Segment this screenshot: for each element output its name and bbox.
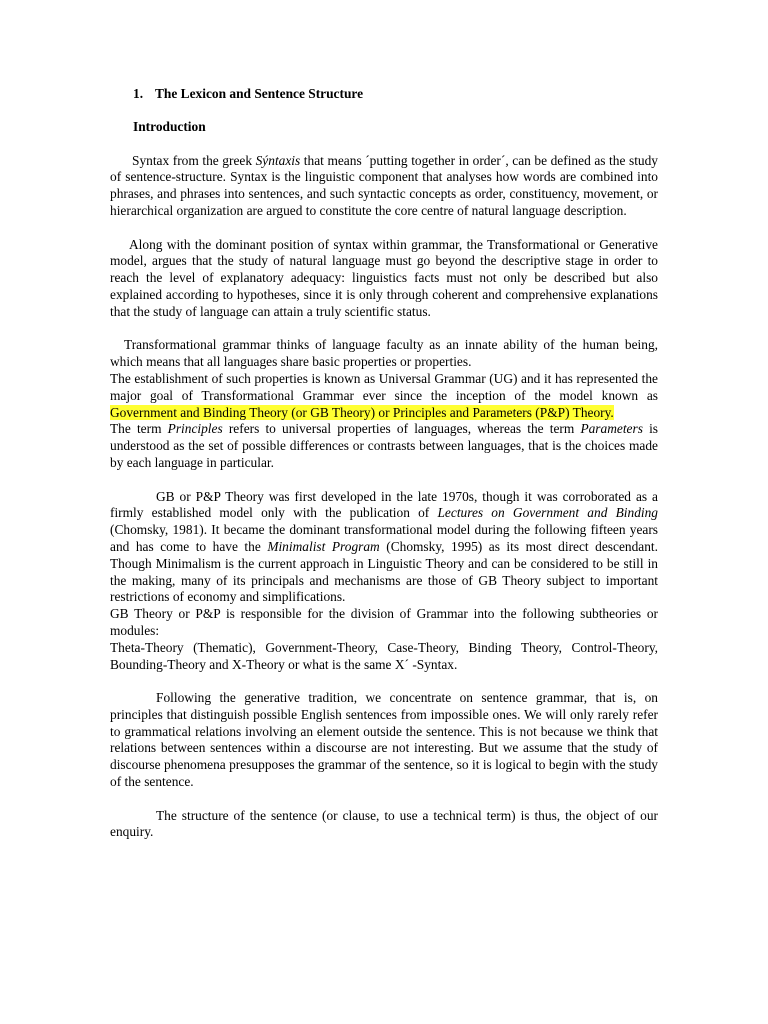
paragraph-text: The term xyxy=(110,421,168,437)
paragraph-universal-grammar xyxy=(110,371,658,421)
paragraph-gb-theory-history xyxy=(110,489,658,607)
section-heading xyxy=(110,86,658,103)
paragraph-text: (Chomsky, 1981). It became the dominant transformational model during the following fifteen years and has come to have the xyxy=(110,522,658,554)
italic-title: Minimalist Program xyxy=(267,538,380,554)
section-title: The Lexicon and Sentence Structure xyxy=(155,86,364,101)
paragraph-text: (Chomsky, 1995) as its most direct descendant. Though Minimalism is the current approach in Linguistic Theory and can be considered to be still in the making, many of its principals and mechanisms are those of GB Theory subject to important restrictions of economy and simplifications. xyxy=(110,538,658,605)
paragraph-transformational-grammar: Transformational grammar thinks of language faculty as an innate ability of the human being, which means that all languages share basic properties or properties. xyxy=(110,337,658,370)
paragraph-text: GB or P&P Theory was first developed in the late 1970s, though it was corroborated as a firmly established model only with the publication of xyxy=(110,488,658,521)
paragraph-text: The establishment of such properties is known as Universal Grammar (UG) and it has represented the major goal of Transformational Grammar ever since the inception of the model known as xyxy=(110,370,658,403)
italic-title: Lectures on Government and Binding xyxy=(437,505,659,521)
subsection-heading: Introduction xyxy=(133,118,206,134)
paragraph-syntax-definition xyxy=(110,153,658,220)
italic-term: Principles xyxy=(167,421,223,437)
paragraph-sentence-structure: The structure of the sentence (or clause, to use a technical term) is thus, the object of our enquiry. xyxy=(110,807,658,840)
paragraph-text: is understood as the set of possible differences or contrasts between languages, that is the choices made by each language in particular. xyxy=(110,421,658,470)
italic-term: Sýntaxis xyxy=(255,152,301,168)
paragraph-text: Syntax from the greek xyxy=(132,152,256,168)
paragraph-generative-model: Along with the dominant position of syntax within grammar, the Transformational or Generative model, argues that the study of natural language must go beyond the descriptive stage in order to reach the level of explanatory adequacy: linguistics facts must not only be described but also explained according to hypotheses, since it is only through coherent and comprehensive explanations that the study of language can attain a truly scientific status. xyxy=(110,236,658,319)
paragraph-sentence-grammar: Following the generative tradition, we concentrate on sentence grammar, that is, on principles that distinguish possible English sentences from impossible ones. We will only rarely refer to grammatical relations involving an element outside the sentence. This is not because we think that relations between sentences within a discourse are not interesting. But we assume that the study of discourse phenomena presupposes the grammar of the sentence, so it is logical to begin with the study of the sentence. xyxy=(110,690,658,790)
document-page xyxy=(110,86,658,841)
highlighted-text: Government and Binding Theory (or GB Theory) or Principles and Parameters (P&P) Theory. xyxy=(110,404,614,420)
italic-term: Parameters xyxy=(580,421,643,437)
paragraph-text: refers to universal properties of languages, whereas the term xyxy=(222,421,581,437)
paragraph-principles-parameters xyxy=(110,421,658,471)
paragraph-subtheories-list: Theta-Theory (Thematic), Government-Theory, Case-Theory, Binding Theory, Control-Theory, Bounding-Theory and X-Theory or what is the same X´ -Syntax. xyxy=(110,639,658,672)
section-number: 1. xyxy=(133,86,144,101)
paragraph-text: that means ´putting together in order´, can be defined as the study of sentence-structure. Syntax is the linguistic component that analyses how words are combined into phrases, and phrases into sentences, and such syntactic concepts as order, constituency, movement, or hierarchical organization are argued to constitute the core centre of natural language description. xyxy=(110,152,658,218)
paragraph-gb-division: GB Theory or P&P is responsible for the division of Grammar into the following subtheories or modules: xyxy=(110,606,658,638)
